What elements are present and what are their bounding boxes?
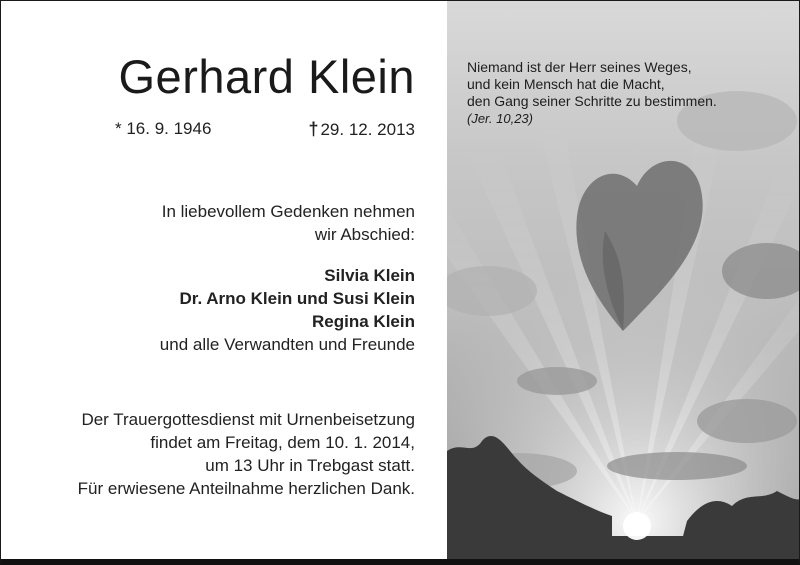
death-date-group xyxy=(308,119,415,140)
verse-line: Niemand ist der Herr seines Weges, xyxy=(467,59,692,75)
text-panel xyxy=(1,1,447,559)
bible-verse xyxy=(467,59,717,127)
cross-icon: † xyxy=(308,119,319,139)
farewell-text xyxy=(162,200,415,246)
verse-line: und kein Mensch hat die Macht, xyxy=(467,76,665,92)
mourner-name: Regina Klein xyxy=(312,312,415,331)
death-date: 29. 12. 2013 xyxy=(320,120,415,139)
verse-line: den Gang seiner Schritte zu bestimmen. xyxy=(467,93,717,109)
service-line: findet am Freitag, dem 10. 1. 2014, xyxy=(150,433,415,452)
service-line: Für erwiesene Anteilnahme herzlichen Dank. xyxy=(77,479,415,498)
mourner-others: und alle Verwandten und Freunde xyxy=(159,335,415,354)
mourner-name: Silvia Klein xyxy=(324,266,415,285)
service-line: Der Trauergottesdienst mit Urnenbeisetzung xyxy=(81,410,415,429)
service-line: um 13 Uhr in Trebgast statt. xyxy=(205,456,415,475)
sun xyxy=(623,512,651,540)
service-info xyxy=(78,408,415,500)
deceased-name: Gerhard Klein xyxy=(118,50,415,103)
farewell-line: In liebevollem Gedenken nehmen xyxy=(161,202,415,221)
birth-date: * 16. 9. 1946 xyxy=(115,119,212,138)
farewell-line: wir Abschied: xyxy=(314,225,415,244)
mourners-list xyxy=(160,264,415,356)
mourner-name: Dr. Arno Klein und Susi Klein xyxy=(179,289,415,308)
verse-reference: (Jer. 10,23) xyxy=(467,111,533,126)
sky-photo xyxy=(447,1,800,559)
